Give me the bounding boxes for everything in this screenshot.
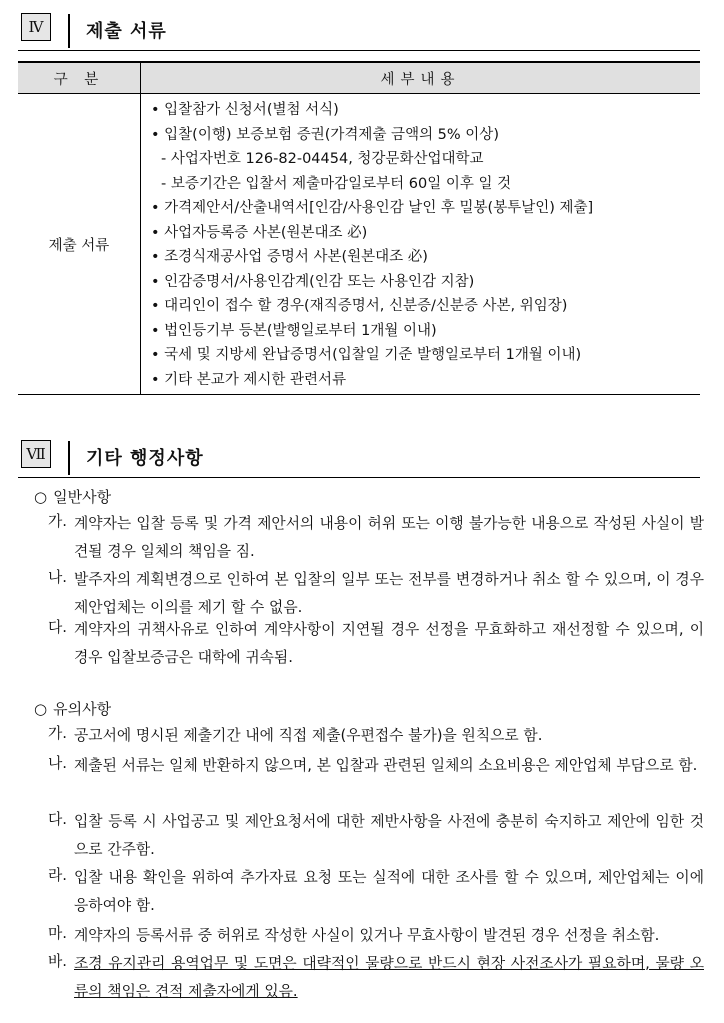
section-7-title: 기타 행정사항 <box>86 448 204 469</box>
document-item: • 사업자등록증 사본(원본대조 必) <box>151 224 368 241</box>
category-cell: 제출 서류 <box>18 94 141 395</box>
item-marker: 나. <box>48 569 67 586</box>
precaution-item <box>48 722 704 750</box>
section-divider-bar <box>68 441 70 475</box>
precaution-item <box>48 864 704 920</box>
item-marker: 다. <box>48 811 67 828</box>
general-item <box>48 510 704 566</box>
item-marker: 라. <box>48 867 67 884</box>
details-cell <box>141 94 701 395</box>
general-item <box>48 566 704 622</box>
document-item: • 입찰(이행) 보증보험 증권(가격제출 금액의 5% 이상) <box>151 126 499 143</box>
item-text: 입찰 등록 시 사업공고 및 제안요청서에 대한 제반사항을 사전에 충분히 숙지하고 제안에 임한 것으로 간주함. <box>74 813 704 858</box>
item-text: 제출된 서류는 일체 반환하지 않으며, 본 입찰과 관련된 일체의 소요비용은 제안업체 부담으로 함. <box>74 757 698 774</box>
document-item: • 기타 본교가 제시한 관련서류 <box>151 371 347 388</box>
document-item: • 가격제안서/산출내역서[인감/사용인감 날인 후 밀봉(봉투날인) 제출] <box>151 200 594 216</box>
submission-documents-table <box>18 61 700 395</box>
item-marker: 다. <box>48 619 67 636</box>
item-text: 계약자의 귀책사유로 인하여 계약사항이 지연될 경우 선정을 무효화하고 재선정할 수 있으며, 이 경우 입찰보증금은 대학에 귀속됨. <box>74 621 704 666</box>
document-item: • 조경식재공사업 증명서 사본(원본대조 必) <box>151 249 428 265</box>
section-4-title: 제출 서류 <box>86 21 167 42</box>
section-7-number: Ⅶ <box>21 440 51 468</box>
general-matters-heading <box>34 486 111 507</box>
item-marker: 마. <box>48 925 67 942</box>
document-item: • 인감증명서/사용인감계(인감 또는 사용인감 지참) <box>151 273 475 290</box>
item-text: 입찰 내용 확인을 위하여 추가자료 요청 또는 실적에 대한 조사를 할 수 있으며, 제안업체는 이에 응하여야 함. <box>74 869 704 914</box>
table-header-row <box>18 62 700 94</box>
item-marker: 나. <box>48 755 67 772</box>
section-4-number: Ⅳ <box>21 13 51 41</box>
precaution-item-emphasized <box>48 950 704 1006</box>
item-text: 공고서에 명시된 제출기간 내에 직접 제출(우편접수 불가)을 원칙으로 함. <box>74 727 543 744</box>
item-text: 발주자의 계획변경으로 인하여 본 입찰의 일부 또는 전부를 변경하거나 취소 할 수 있으며, 이 경우 제안업체는 이의를 제기 할 수 없음. <box>74 571 704 616</box>
section-7-header <box>18 437 700 478</box>
item-marker: 가. <box>48 725 67 742</box>
document-item: • 법인등기부 등본(발행일로부터 1개월 이내) <box>151 322 437 339</box>
document-item: • 국세 및 지방세 완납증명서(입찰일 기준 발행일로부터 1개월 이내) <box>151 347 582 363</box>
section-divider-bar <box>68 14 70 48</box>
table-row <box>18 94 700 395</box>
circle-bullet-icon: ○ <box>34 700 48 718</box>
general-matters-label: 일반사항 <box>53 488 112 506</box>
general-item <box>48 616 704 672</box>
document-item: • 대리인이 접수 할 경우(재직증명서, 신분증/신분증 사본, 위임장) <box>151 298 568 314</box>
precautions-label: 유의사항 <box>53 700 112 718</box>
section-4-header <box>18 10 700 51</box>
column-header-details: 세부내용 <box>141 62 701 94</box>
precaution-item <box>48 808 704 864</box>
column-header-category: 구 분 <box>18 62 141 94</box>
item-text: 계약자의 등록서류 중 허위로 작성한 사실이 있거나 무효사항이 발견된 경우 선정을 취소함. <box>74 927 660 944</box>
item-marker: 바. <box>48 953 67 970</box>
document-subitem: - 보증기간은 입찰서 제출마감일로부터 60일 이후 일 것 <box>161 175 512 192</box>
precaution-item <box>48 752 704 780</box>
circle-bullet-icon: ○ <box>34 488 48 506</box>
item-text: 조경 유지관리 용역업무 및 도면은 대략적인 물량으로 반드시 현장 사전조사가 필요하며, 물량 오류의 책임은 견적 제출자에게 있음. <box>74 955 704 1000</box>
precautions-heading <box>34 698 111 719</box>
document-subitem: - 사업자번호 126-82-04454, 청강문화산업대학교 <box>161 151 484 167</box>
item-text: 계약자는 입찰 등록 및 가격 제안서의 내용이 허위 또는 이행 불가능한 내용으로 작성된 사실이 발견될 경우 일체의 책임을 짐. <box>74 515 704 560</box>
document-item: • 입찰참가 신청서(별첨 서식) <box>151 102 339 118</box>
item-marker: 가. <box>48 513 67 530</box>
precaution-item <box>48 922 704 950</box>
